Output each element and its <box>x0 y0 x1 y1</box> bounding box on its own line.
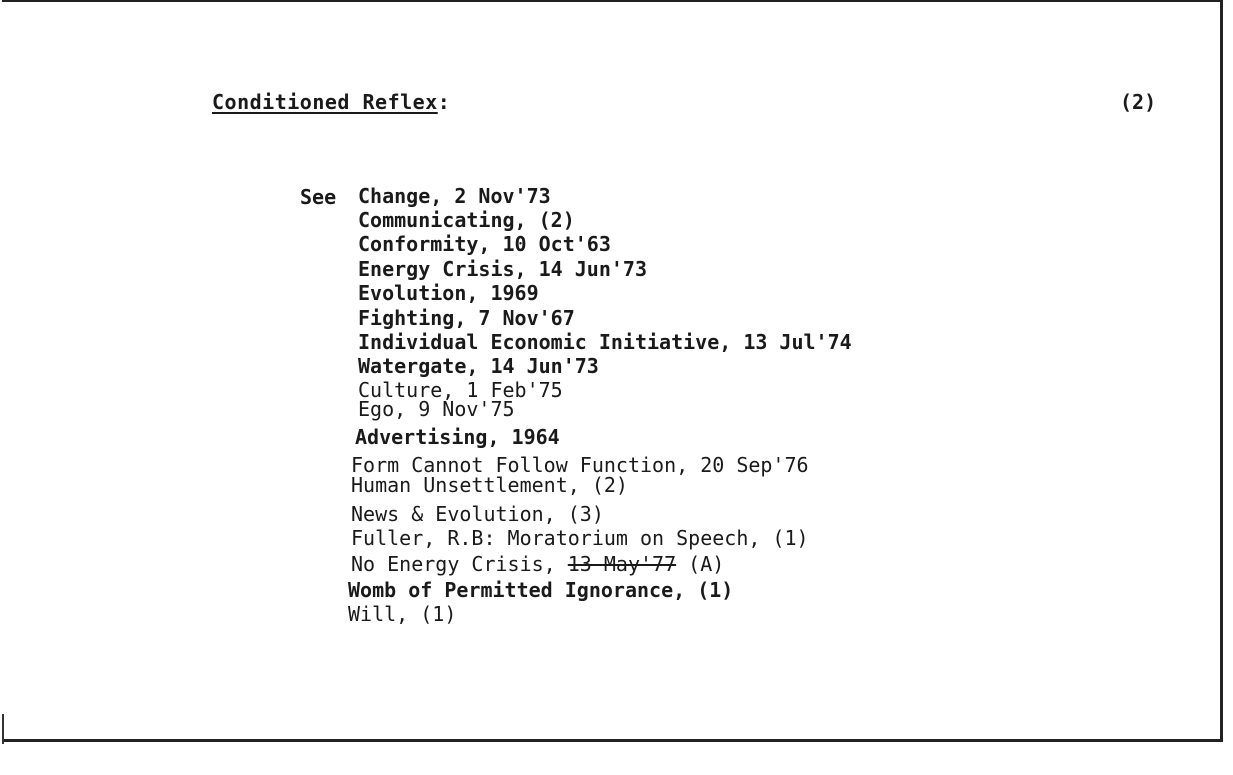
card-heading-title: Conditioned Reflex <box>212 90 438 114</box>
cross-reference-entry: Ego, 9 Nov'75 <box>358 397 515 421</box>
entry-suffix: (A) <box>676 552 725 576</box>
cross-reference-entry: Watergate, 14 Jun'73 <box>358 354 599 378</box>
cross-reference-entry: Form Cannot Follow Function, 20 Sep'76 <box>351 453 809 477</box>
cross-reference-entry: Womb of Permitted Ignorance, (1) <box>348 578 734 602</box>
cross-reference-entry: Evolution, 1969 <box>358 281 539 305</box>
cross-reference-entry: Fighting, 7 Nov'67 <box>358 306 575 330</box>
cross-reference-entry: Advertising, 1964 <box>355 425 560 449</box>
cross-reference-entry: Will, (1) <box>348 602 457 626</box>
cross-reference-entry <box>351 553 724 575</box>
cross-reference-entry: Communicating, (2) <box>358 208 575 232</box>
card-number: (2) <box>1120 90 1157 114</box>
cross-reference-entry: Culture, 1 Feb'75 <box>358 378 563 402</box>
struck-date: 13 May'77 <box>567 552 677 576</box>
cross-reference-entry: Fuller, R.B: Moratorium on Speech, (1) <box>351 526 809 550</box>
card-heading <box>212 90 450 114</box>
cross-reference-entry: Conformity, 10 Oct'63 <box>358 232 611 256</box>
cross-reference-entry: Change, 2 Nov'73 <box>358 184 551 208</box>
see-label: See <box>300 185 337 209</box>
cross-reference-entry: News & Evolution, (3) <box>351 502 604 526</box>
index-card <box>2 0 1223 742</box>
cross-reference-entry: Energy Crisis, 14 Jun'73 <box>358 257 647 281</box>
cross-reference-entry: Human Unsettlement, (2) <box>351 473 628 497</box>
card-edge-mark <box>2 714 4 744</box>
entry-text: No Energy Crisis, <box>351 552 568 576</box>
cross-reference-entry: Individual Economic Initiative, 13 Jul'74 <box>358 330 852 354</box>
card-heading-colon: : <box>437 90 451 114</box>
